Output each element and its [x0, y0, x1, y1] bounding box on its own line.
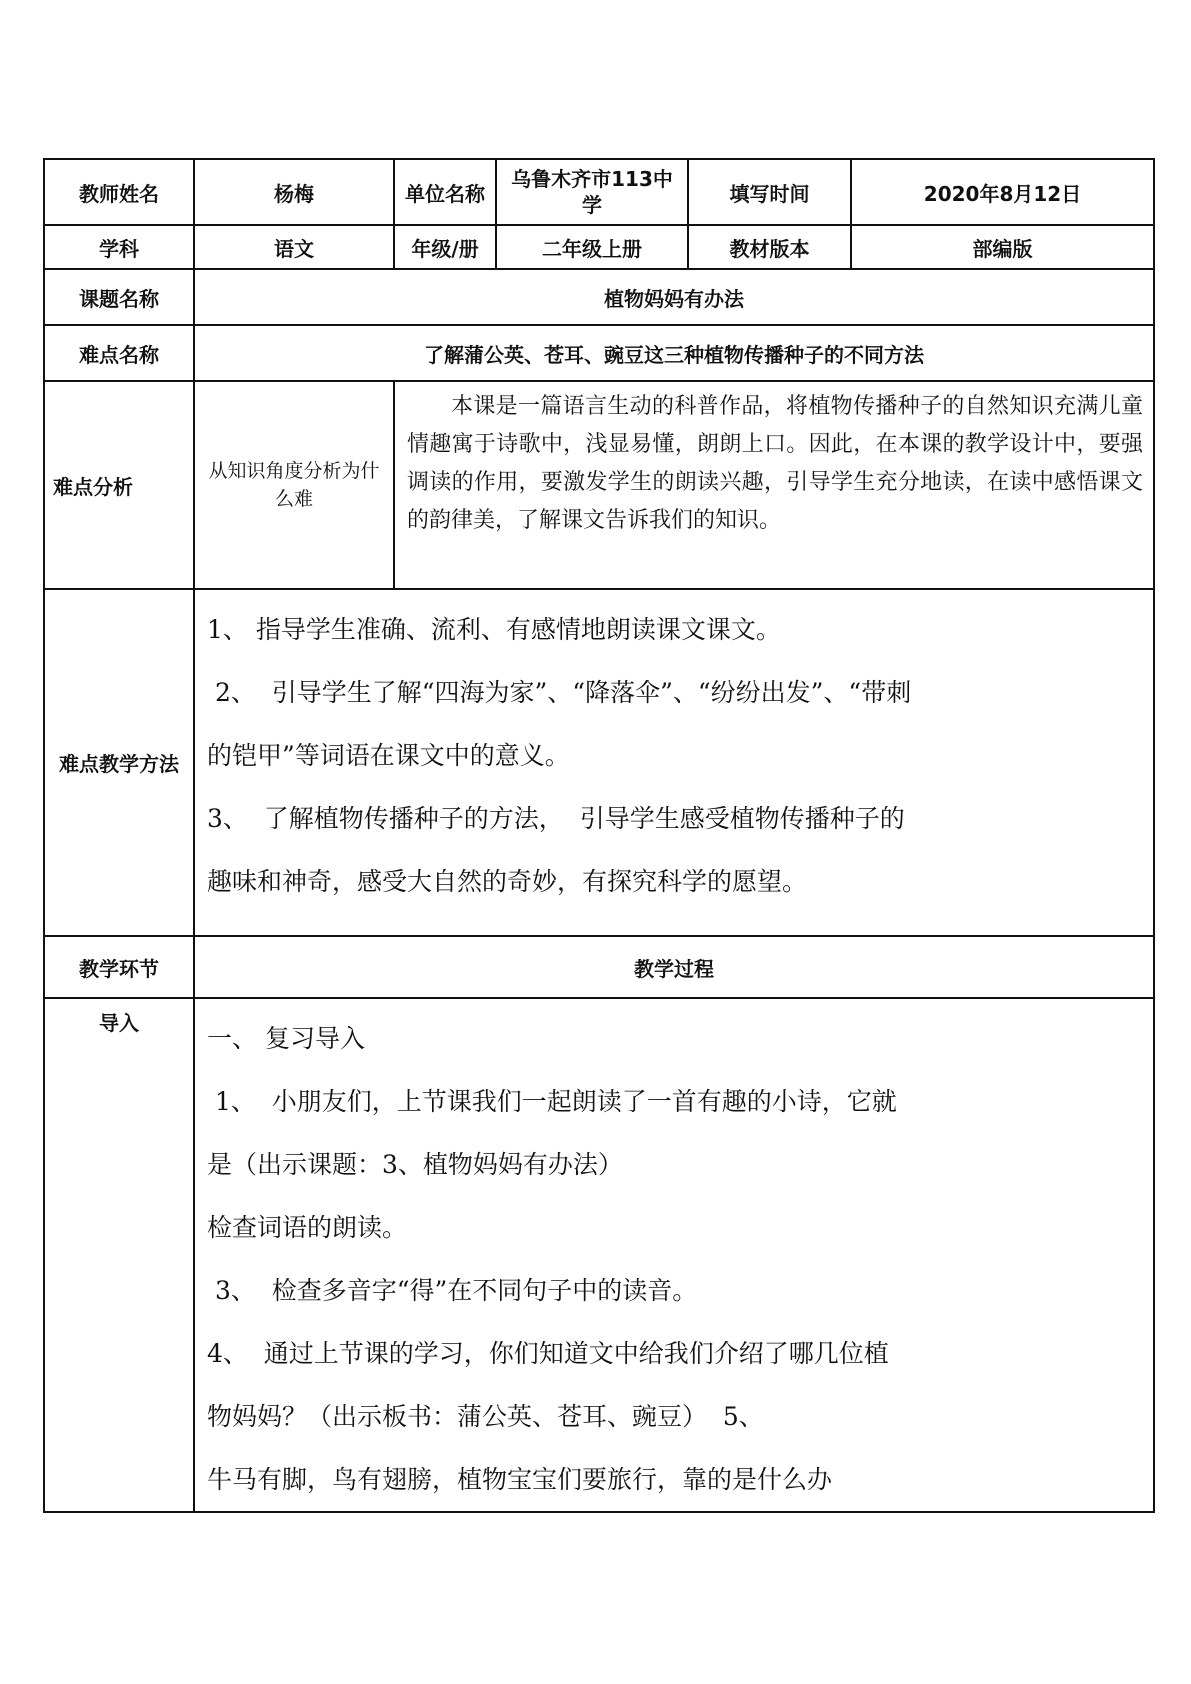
method-line: 2、 引导学生了解“四海为家”、“降落伞”、“纷纷出发”、“带刺 — [207, 678, 912, 707]
difficulty-row — [44, 325, 1154, 381]
method-line: 的铠甲”等词语在课文中的意义。 — [207, 741, 570, 770]
analysis-row — [44, 381, 1154, 589]
analysis-sub-label: 从知识角度分析为什么难 — [194, 381, 394, 589]
methods-label: 难点教学方法 — [44, 589, 194, 936]
intro-line: 是（出示课题：3、植物妈妈有办法） — [207, 1150, 623, 1179]
process-header: 教学过程 — [194, 936, 1154, 998]
intro-line: 4、 通过上节课的学习，你们知道文中给我们介绍了哪几位植 — [207, 1339, 889, 1368]
subject-row — [44, 225, 1154, 269]
intro-content — [194, 998, 1154, 1512]
intro-line: 3、 检查多音字“得”在不同句子中的读音。 — [207, 1276, 698, 1305]
teacher-label: 教师姓名 — [44, 159, 194, 225]
grade-value: 二年级上册 — [496, 225, 688, 269]
method-line: 1、 指导学生准确、流利、有感情地朗读课文课文。 — [207, 615, 781, 644]
edition-label: 教材版本 — [688, 225, 851, 269]
stage-header: 教学环节 — [44, 936, 194, 998]
intro-line: 物妈妈？（出示板书：蒲公英、苍耳、豌豆） 5、 — [207, 1402, 764, 1431]
topic-row — [44, 269, 1154, 325]
subject-label: 学科 — [44, 225, 194, 269]
intro-line: 1、 小朋友们，上节课我们一起朗读了一首有趣的小诗，它就 — [207, 1087, 897, 1116]
teacher-name: 杨梅 — [194, 159, 394, 225]
methods-row — [44, 589, 1154, 936]
method-line: 3、 了解植物传播种子的方法， 引导学生感受植物传播种子的 — [207, 804, 905, 833]
intro-line: 检查词语的朗读。 — [207, 1213, 408, 1242]
intro-line: 牛马有脚，鸟有翅膀，植物宝宝们要旅行，靠的是什么办 — [207, 1465, 833, 1494]
subject-value: 语文 — [194, 225, 394, 269]
topic-value: 植物妈妈有办法 — [194, 269, 1154, 325]
analysis-paragraph: 本课是一篇语言生动的科普作品，将植物传播种子的自然知识充满儿童情趣寓于诗歌中，浅显易懂，朗朗上口。因此，在本课的教学设计中，要强调读的作用，要激发学生的朗读兴趣，引导学生充分地读，在读中感悟课文的韵律美，了解课文告诉我们的知识。 — [407, 394, 1143, 533]
analysis-label: 难点分析 — [44, 381, 194, 589]
methods-content — [194, 589, 1154, 936]
edition-value: 部编版 — [851, 225, 1154, 269]
header-row — [44, 159, 1154, 225]
fill-time: 2020年8月12日 — [851, 159, 1154, 225]
topic-label: 课题名称 — [44, 269, 194, 325]
difficulty-value: 了解蒲公英、苍耳、豌豆这三种植物传播种子的不同方法 — [194, 325, 1154, 381]
unit-name: 乌鲁木齐市113中学 — [496, 159, 688, 225]
process-header-row — [44, 936, 1154, 998]
fill-time-label: 填写时间 — [688, 159, 851, 225]
intro-line: 一、 复习导入 — [207, 1024, 365, 1053]
intro-stage: 导入 — [44, 998, 194, 1512]
difficulty-label: 难点名称 — [44, 325, 194, 381]
method-line: 趣味和神奇，感受大自然的奇妙，有探究科学的愿望。 — [207, 867, 808, 896]
unit-label: 单位名称 — [394, 159, 496, 225]
analysis-text — [394, 381, 1154, 589]
lesson-plan-table — [43, 158, 1155, 1513]
grade-label: 年级/册 — [394, 225, 496, 269]
intro-row — [44, 998, 1154, 1512]
